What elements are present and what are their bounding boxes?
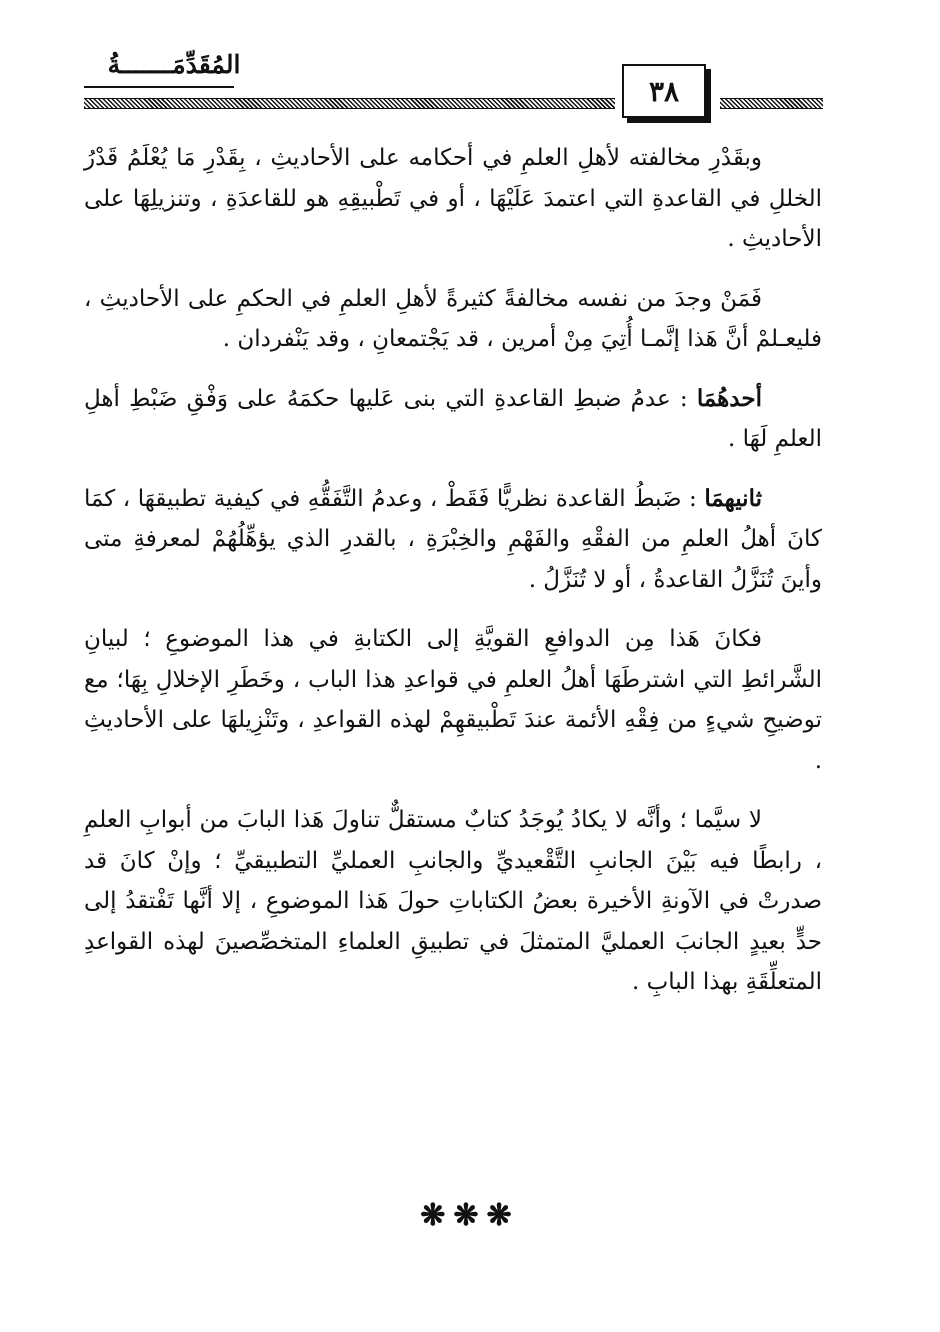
page-header bbox=[0, 0, 940, 130]
page-number: ٣٨ bbox=[622, 64, 706, 118]
chapter-title: المُقَدِّمَـــــــةُ bbox=[107, 50, 241, 79]
title-underline bbox=[84, 86, 234, 88]
paragraph-3: أحدهُمَا : عدمُ ضبطِ القاعدةِ التي بنى عَليها حكمَهُ على وَفْقِ ضَبْطِ أهلِ العلمِ لَهَا . bbox=[84, 384, 822, 452]
paragraph-2: فَمَنْ وجدَ من نفسه مخالفةً كثيرةً لأهلِ العلمِ في الحكمِ على الأحاديثِ ، فليعـلمْ أنَّ هَذا إنَّمـا أُتِيَ مِنْ أمرين ، قد يَجْتمعانِ ، وقد يَنْفردان . bbox=[84, 285, 822, 352]
body-text bbox=[84, 138, 822, 1022]
header-band-right bbox=[720, 98, 823, 109]
paragraph-lead: ثانيهمَا bbox=[704, 484, 762, 512]
header-band-left bbox=[84, 98, 615, 109]
paragraph-4: ثانيهمَا : ضَبطُ القاعدة نظريًّا فَقَطْ ، وعدمُ التَّفَقُّهِ في كيفية تطبيقهَا ، كمَا كانَ أهلُ العلمِ من الفقْهِ والفَهْمِ والخِبْرَةِ ، بالقدرِ الذي يؤهِّلُهُمْ لمعرفةِ متى وأينَ تُنَزَّلُ القاعدةُ ، أو لا تُنَزَّلُ . bbox=[84, 484, 822, 593]
paragraph-1: وبقَدْرِ مخالفته لأهلِ العلمِ في أحكامه على الأحاديثِ ، بِقَدْرِ مَا يُعْلَمُ قَدْرُ الخللِ في القاعدةِ التي اعتمدَ عَلَيْهَا ، أو في تَطْبيقِهِ هو للقاعدَةِ ، وتنزيلِهَا على الأحاديثِ . bbox=[84, 145, 822, 252]
section-separator: ❋❋❋ bbox=[420, 1198, 520, 1233]
paragraph-6: لا سيَّما ؛ وأنَّه لا يكادُ يُوجَدُ كتابٌ مستقلٌّ تناولَ هَذا البابَ من أبوابِ العلمِ ، رابطًا فيه بَيْنَ الجانبِ التَّقْعيديِّ والجانبِ العمليِّ التطبيقيِّ ؛ وإنْ كانَ قد صدرتْ في الآونةِ الأخيرة بعضُ الكتاباتِ حولَ هَذا الموضوعِ ، إلا أنَّها تَفْتقدُ إلى حدٍّ بعيدٍ الجانبَ العمليَّ المتمثلَ في تطبيقِ العلماءِ المتخصِّصينَ لهذه القواعدِ المتعلِّقَةِ بهذا البابِ . bbox=[84, 807, 822, 995]
paragraph-5: فكانَ هَذا مِن الدوافعِ القويَّةِ إلى الكتابةِ في هذا الموضوعِ ؛ لبيانِ الشَّرائطِ التي اشترطَهَا أهلُ العلمِ في قواعدِ هذا الباب ، وخَطَرِ الإخلالِ بِهَا؛ مع توضيحِ شيءٍ من فِقْهِ الأئمة عندَ تَطْبيقهِمْ لهذه القواعدِ ، وتَنْزِيلهَا على الأحاديثِ . bbox=[84, 626, 822, 774]
paragraph-lead: أحدهُمَا bbox=[696, 384, 762, 412]
